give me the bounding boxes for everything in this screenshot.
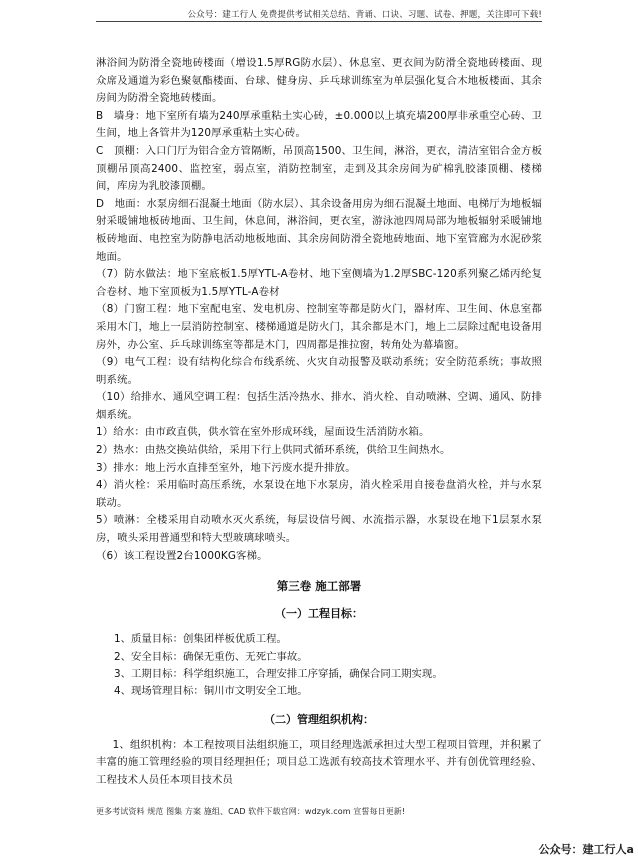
- paragraph: 5）喷淋：全楼采用自动喷水灭火系统，每层设信号阀、水流指示器，水泵设在地下1层泵水泵房，喷头采用普通型和特大型玻璃球喷头。: [96, 514, 542, 545]
- paragraph: B 墙身：地下室所有墙为240厚承重粘土实心砖，±0.000以上填充墙200厚非承重空心砖、卫生间，地上各管井为120厚承重粘土实心砖。: [96, 109, 542, 140]
- chapter-title: 第三卷 施工部署: [276, 579, 362, 594]
- paragraph: 淋浴间为防滑全瓷地砖楼面（增设1.5厚RG防水层）、休息室、更衣间为防滑全瓷地砖楼面、现众席及通道为彩色聚氨酯楼面、台球、健身房、乒乓球训练室为单层强化复合木地板楼面、其余房间为防滑全瓷地砖楼面。: [96, 57, 542, 105]
- watermark: 公众号：建工行人a: [538, 843, 634, 856]
- goals-list: [96, 631, 542, 701]
- paragraph: （10）给排水、通风空调工程：包括生活冷热水、排水、消火栓、自动喷淋、空调、通风、防排烟系统。: [96, 391, 542, 421]
- paragraph: 2）热水：由热交换站供给，采用下行上供同式循环系统，供给卫生间热水。: [96, 444, 451, 457]
- list-item: 4、现场管理目标：铜川市文明安全工地。: [114, 685, 308, 698]
- paragraph: C 顶棚：入口门厅为铝合金方管隔断，吊顶高1500、卫生间，淋浴，更衣，清洁室铝合金方板顶棚吊顶高2400、监控室，弱点室，消防控制室，走到及其余房间为矿棉乳胶漆顶棚、楼梯间，库房为乳胶漆顶棚。: [96, 144, 542, 193]
- paragraph: （9）电气工程：设有结构化综合布线系统、火灾自动报警及联动系统；安全防范系统；事故照明系统。: [96, 356, 542, 386]
- section-title-goals: （一）工程目标：: [275, 607, 363, 621]
- page-footer: 更多考试资料 规范 图集 方案 施组、CAD 软件下载官网：wdzyk.com 宣誓每日更新!: [96, 807, 406, 816]
- document-body: [96, 55, 542, 790]
- list-item: 2、安全目标：确保无重伤、无死亡事故。: [114, 650, 308, 663]
- paragraph: 1）给水：由市政直供，供水管在室外形成环线，屋面设生活消防水箱。: [96, 426, 430, 439]
- paragraph: 4）消火栓：采用临时高压系统，水泵设在地下水泵房，消火栓采用自接卷盘消火栓，并与水泵联动。: [96, 479, 542, 509]
- paragraph: 3）排水：地上污水直排至室外，地下污废水提升排放。: [96, 461, 356, 474]
- section-title-organization: （二）管理组织机构：: [264, 712, 374, 726]
- paragraph: 1、组织机构：本工程按项目法组织施工，项目经理选派承担过大型工程项目管理，并积累了丰富的施工管理经验的项目经理担任；项目总工选派有较高技术管理水平、并有创优管理经验、工程技术人员任本项目技术员: [96, 738, 542, 787]
- paragraph: （7）防水做法：地下室底板1.5厚YTL-A卷材、地下室侧墙为1.2厚SBC-120系列聚乙烯丙纶复合卷材、地下室顶板为1.5厚YTL-A卷材: [96, 268, 542, 298]
- paragraph: （8）门窗工程：地下室配电室、发电机房、控制室等都是防火门，器材库、卫生间、休息室都采用木门，地上一层消防控制室、楼梯通道是防火门，其余都是木门，地上二层除过配电设备用房外，办公室、乒乓球训练室等都是木门，四周都是推拉窗，转角处为幕墙窗。: [96, 303, 542, 351]
- paragraphs-part2: [96, 737, 542, 790]
- paragraph: D 地面：水泵房细石混凝土地面（防水层）、其余设备用房为细石混凝土地面、电梯厅为地板辐射采暖铺地板砖地面、卫生间，休息间，淋浴间，更衣室，游泳池四周局部为地板辐射采暖铺地板砖地面、电控室为防静电活动地板地面、其余房间防滑全瓷地砖地面、地下室管廊为水泥砂浆地面。: [96, 197, 542, 263]
- page-header: 公众号：建工行人 免费提供考试相关总结、背诵、口诀、习题、试卷、押题，关注即可下载!: [187, 10, 542, 20]
- list-item: 3、工期目标：科学组织施工，合理安排工序穿插，确保合同工期实现。: [114, 668, 443, 681]
- paragraphs-part1: [96, 55, 542, 565]
- paragraph: （6）该工程设置2台1000KG客梯。: [96, 549, 268, 562]
- header-rule: [96, 21, 542, 22]
- list-item: 1、质量目标：创集团样板优质工程。: [114, 633, 287, 646]
